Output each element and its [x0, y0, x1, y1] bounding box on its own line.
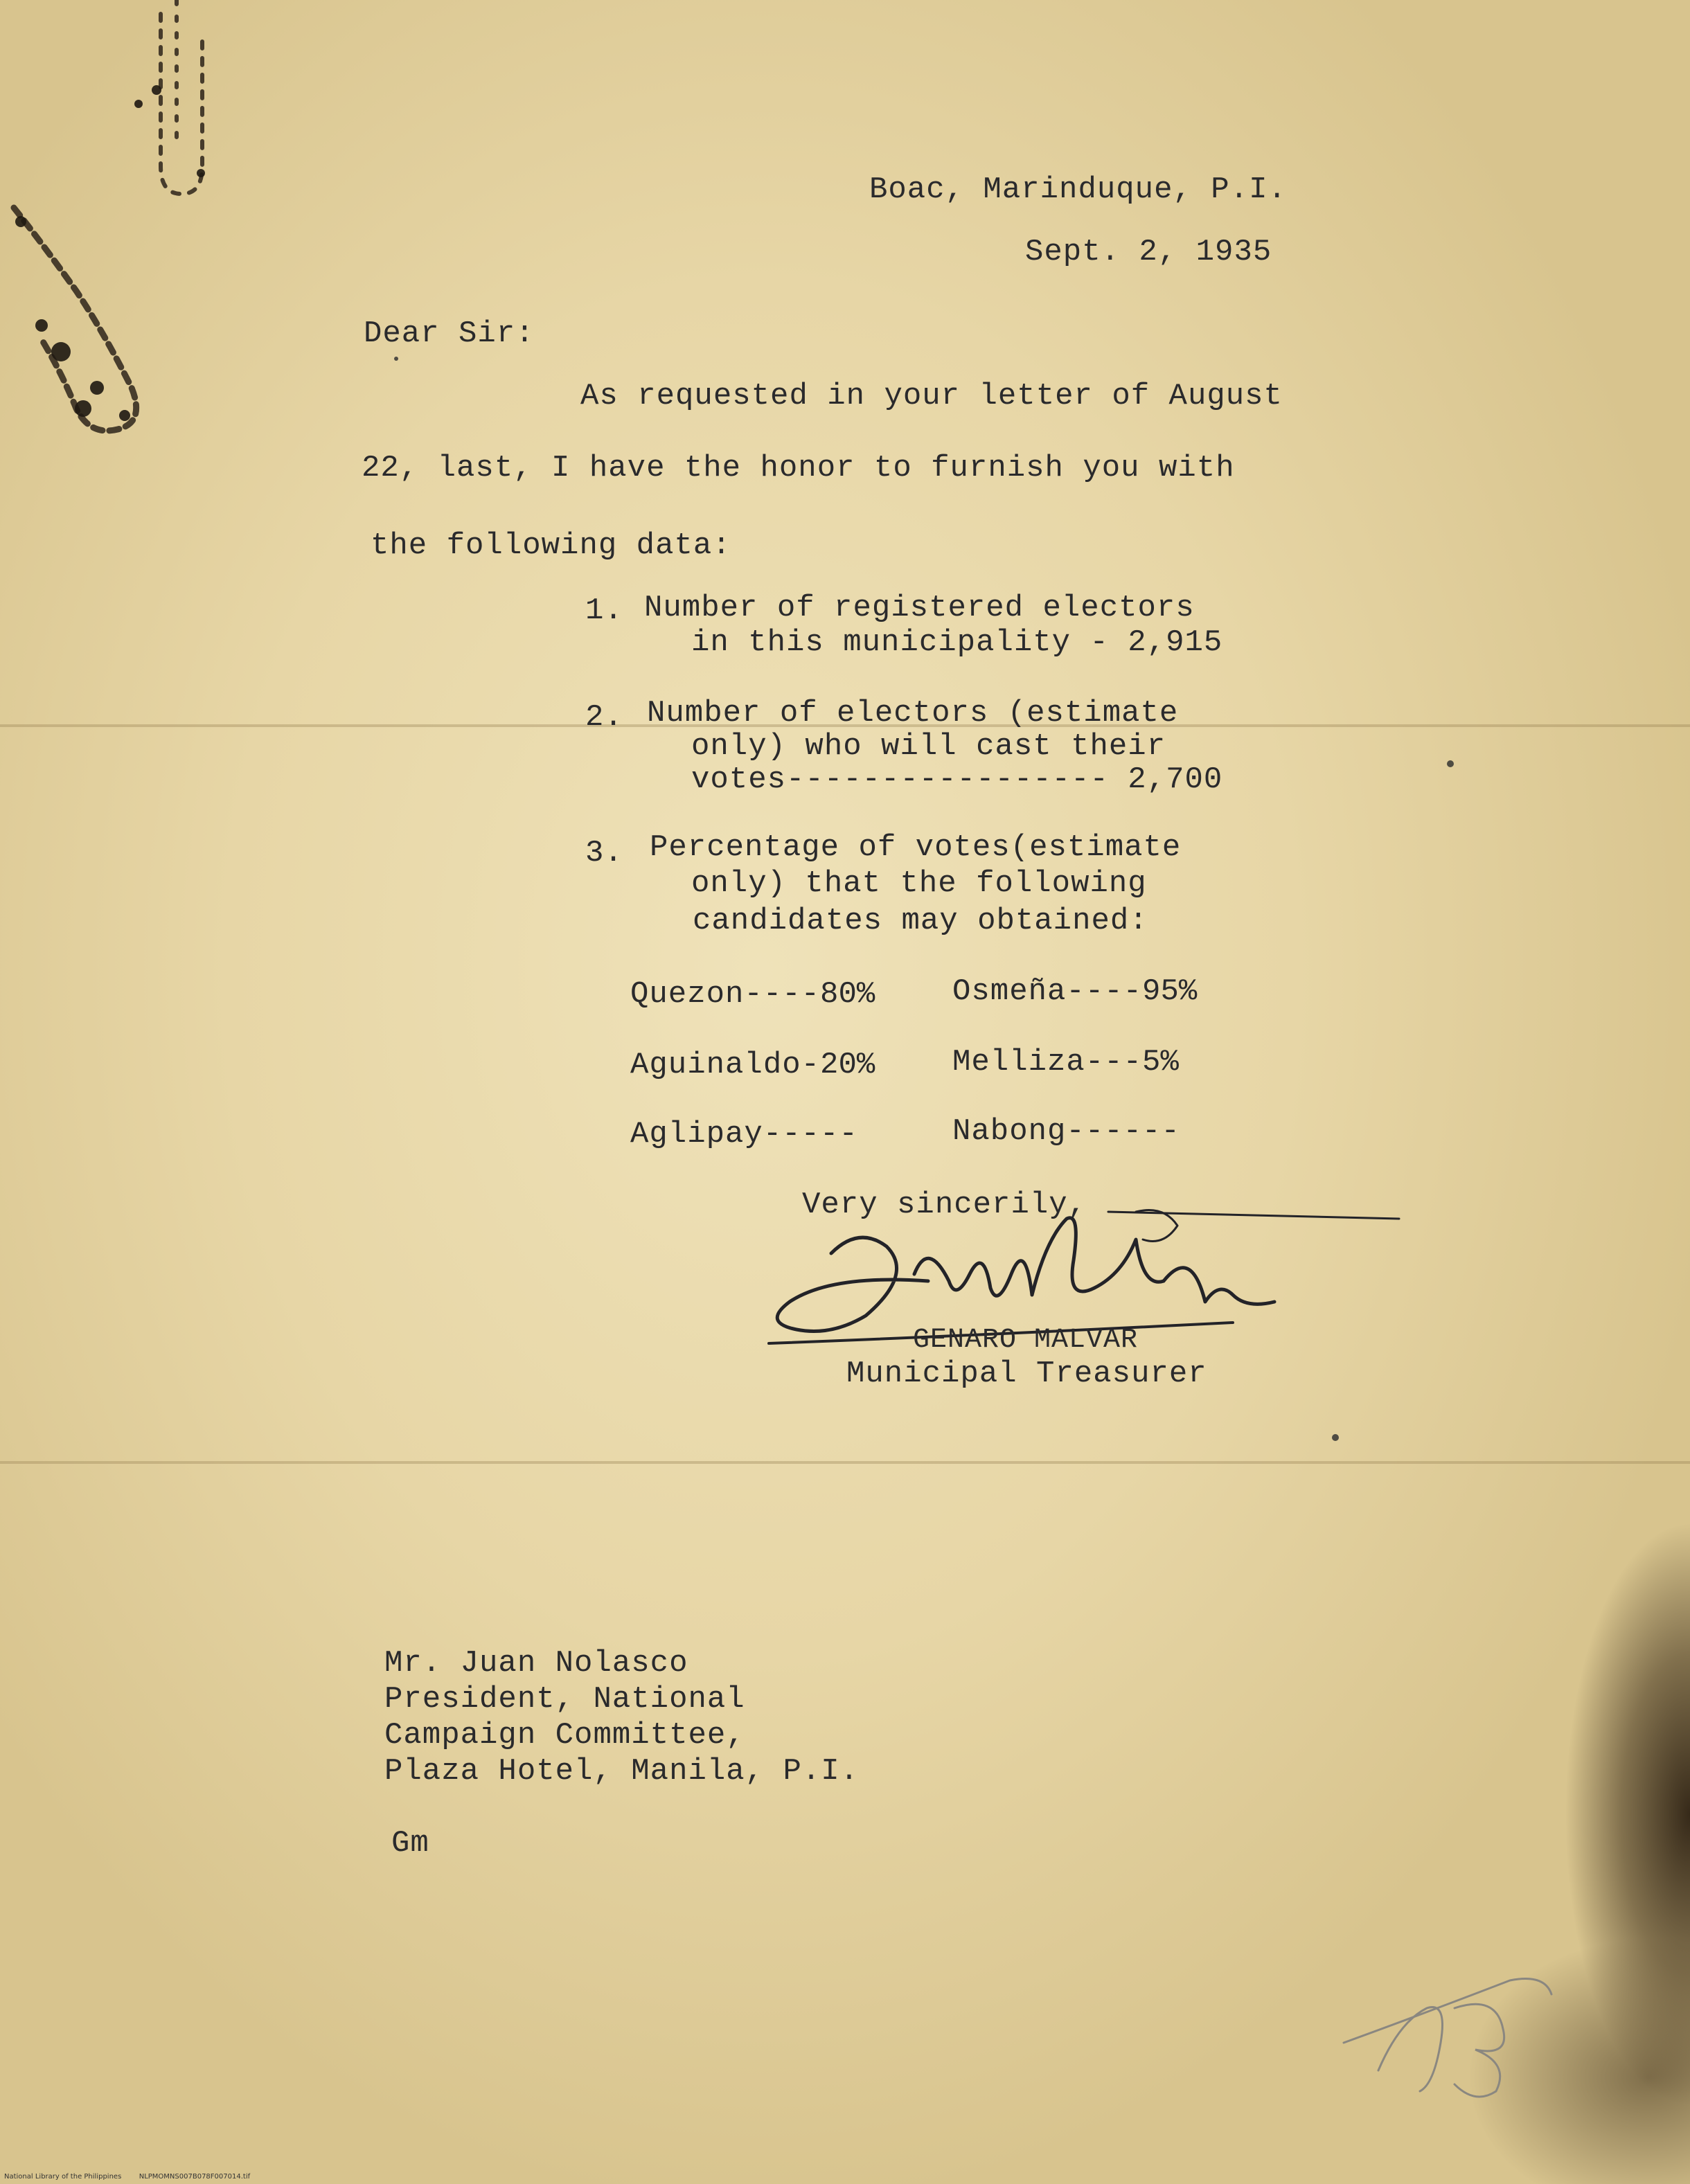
candidate-name: Quezon---- [630, 977, 821, 1012]
candidate-name: Nabong------ [952, 1114, 1180, 1149]
letter-place: Boac, Marinduque, P.I. [869, 172, 1287, 207]
item-line: Percentage of votes(estimate [650, 830, 1182, 865]
signatory-name: GENARO MALVAR [913, 1325, 1139, 1356]
item-number: 2. [585, 700, 623, 735]
item-number: 3. [585, 836, 623, 870]
candidate-name: Melliza--- [952, 1045, 1143, 1080]
recipient-line: Plaza Hotel, Manila, P.I. [384, 1754, 860, 1789]
archive-name: National Library of the Philippines [4, 2173, 122, 2181]
candidate-percentage: 5% [1142, 1045, 1179, 1080]
body-line: As requested in your letter of August [580, 379, 1283, 413]
signatory-title: Municipal Treasurer [846, 1357, 1207, 1391]
closing: Very sincerily, [802, 1188, 1087, 1222]
recipient-line: Mr. Juan Nolasco [384, 1646, 688, 1681]
typist-initials: Gm [391, 1826, 429, 1861]
archive-file-id: NLPMOMNS007B078F007014.tif [139, 2173, 251, 2181]
item-number: 1. [585, 593, 623, 628]
item-line: Number of electors (estimate [647, 696, 1179, 731]
letter-date: Sept. 2, 1935 [1025, 235, 1272, 269]
archive-footer [4, 2173, 250, 2181]
item-line: candidates may obtained: [693, 904, 1148, 938]
item-line: only) who will cast their [691, 729, 1166, 764]
salutation: Dear Sir: [364, 316, 535, 351]
body-line: 22, last, I have the honor to furnish you with [362, 451, 1235, 485]
candidate-name: Aguinaldo- [630, 1048, 821, 1082]
candidate-percentage: 20% [820, 1048, 875, 1082]
item-line: in this municipality - 2,915 [691, 625, 1223, 660]
item-line: Number of registered electors [644, 591, 1195, 625]
item-line: only) that the following [691, 866, 1147, 901]
candidate-name: Aglipay----- [630, 1117, 858, 1152]
body-line: the following data: [371, 528, 731, 563]
candidate-name: Osmeña---- [952, 974, 1143, 1009]
recipient-line: President, National [384, 1682, 745, 1717]
candidate-percentage: 95% [1142, 974, 1198, 1009]
item-line: votes----------------- 2,700 [691, 762, 1223, 797]
recipient-line: Campaign Committee, [384, 1718, 745, 1753]
candidate-percentage: 80% [820, 977, 875, 1012]
